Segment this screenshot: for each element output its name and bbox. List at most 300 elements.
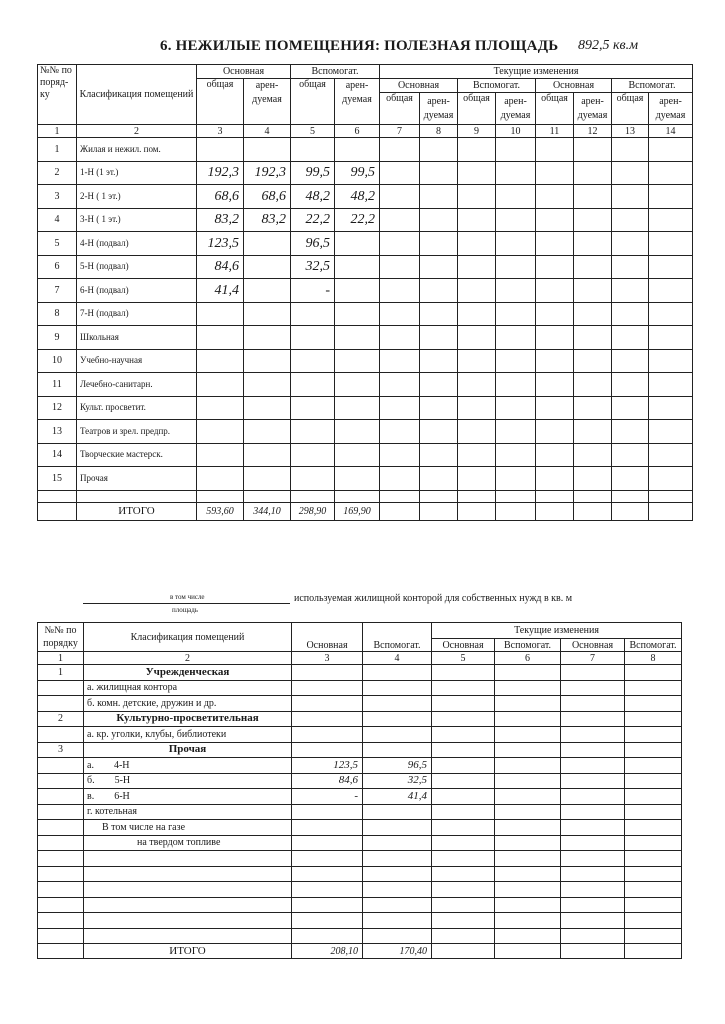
t2-row-aux	[363, 913, 432, 929]
table-row	[38, 232, 693, 256]
t2-row-number: 2	[38, 711, 84, 727]
empty-cell	[612, 302, 649, 326]
row-label: Творческие мастерск.	[77, 443, 197, 467]
header-rented: арен- дуемая	[244, 79, 291, 125]
empty-cell	[420, 138, 458, 162]
empty-cell	[536, 232, 574, 256]
empty-cell	[649, 161, 693, 185]
header-aux: Вспомогат.	[458, 79, 536, 93]
row-value-v6	[335, 443, 380, 467]
row-value-v5	[291, 326, 335, 350]
t2-empty-cell	[561, 882, 625, 898]
t2-row-number	[38, 804, 84, 820]
row-value-v6	[335, 373, 380, 397]
empty-cell	[496, 232, 536, 256]
row-value-v6: 99,5	[335, 161, 380, 185]
row-value-v4	[244, 138, 291, 162]
t2-row-aux: 96,5	[363, 758, 432, 774]
row-number: 1	[38, 138, 77, 162]
t2-empty-cell	[625, 866, 682, 882]
row-value-v6	[335, 326, 380, 350]
column-number: 5	[291, 125, 335, 138]
row-value-v3	[197, 396, 244, 420]
t2-empty-cell	[432, 820, 495, 836]
empty-cell	[649, 185, 693, 209]
header-main: Основная	[380, 79, 458, 93]
including-label: в том числе	[170, 593, 205, 601]
t2-column-number: 6	[495, 652, 561, 665]
column-number: 14	[649, 125, 693, 138]
row-value-v4: 192,3	[244, 161, 291, 185]
empty-cell	[458, 396, 496, 420]
table-row	[38, 279, 693, 303]
empty-cell	[649, 255, 693, 279]
row-value-v6	[335, 349, 380, 373]
empty-cell	[420, 443, 458, 467]
t2-row-number	[38, 882, 84, 898]
t2-row-main	[292, 727, 363, 743]
row-value-v5	[291, 420, 335, 444]
t2-total-aux: 170,40	[363, 944, 432, 959]
t2-empty-cell	[625, 773, 682, 789]
t2-row-aux	[363, 882, 432, 898]
empty-cell	[420, 326, 458, 350]
t2-header-aux: Вспомогат.	[495, 639, 561, 652]
t2-empty-cell	[561, 696, 625, 712]
empty-cell	[380, 349, 420, 373]
table-row	[38, 420, 693, 444]
empty-cell	[574, 443, 612, 467]
empty-cell	[612, 373, 649, 397]
column-number: 11	[536, 125, 574, 138]
row-number: 13	[38, 420, 77, 444]
row-number: 14	[38, 443, 77, 467]
row-value-v3	[197, 349, 244, 373]
empty-cell	[612, 161, 649, 185]
header-current-changes: Текущие изменения	[380, 65, 693, 79]
column-number: 6	[335, 125, 380, 138]
empty-cell	[380, 161, 420, 185]
header-total: общая	[458, 93, 496, 125]
t2-column-number-row	[38, 652, 682, 665]
row-value-v5: 99,5	[291, 161, 335, 185]
column-number: 12	[574, 125, 612, 138]
t2-column-number: 4	[363, 652, 432, 665]
empty-cell	[420, 279, 458, 303]
t2-row-aux: 32,5	[363, 773, 432, 789]
t2-table-row	[38, 928, 682, 944]
empty-cell	[612, 208, 649, 232]
header-rented: арен- дуемая	[496, 93, 536, 125]
row-value-v4	[244, 396, 291, 420]
t2-row-label	[84, 913, 292, 929]
t2-row-main	[292, 804, 363, 820]
t2-row-number	[38, 835, 84, 851]
empty-cell	[420, 373, 458, 397]
row-label: Жилая и нежил. пом.	[77, 138, 197, 162]
row-value-v4	[244, 255, 291, 279]
t2-empty-cell	[432, 835, 495, 851]
header-aux: Вспомогат.	[612, 79, 693, 93]
header-classification: Класификация помещений	[77, 65, 197, 125]
t2-table-row	[38, 696, 682, 712]
row-label: 7-Н (подвал)	[77, 302, 197, 326]
t2-row-number	[38, 820, 84, 836]
empty-cell	[420, 396, 458, 420]
row-value-v3	[197, 138, 244, 162]
t2-row-number	[38, 897, 84, 913]
total-aux-rented: 169,90	[335, 502, 380, 520]
t2-row-label: г. котельная	[84, 804, 292, 820]
empty-cell	[574, 138, 612, 162]
t2-empty-cell	[495, 897, 561, 913]
row-value-v4	[244, 232, 291, 256]
t2-empty-cell	[625, 913, 682, 929]
empty-cell	[612, 420, 649, 444]
header-total: общая	[291, 79, 335, 125]
t2-total-row	[38, 944, 682, 959]
empty-cell	[458, 161, 496, 185]
row-value-v4: 68,6	[244, 185, 291, 209]
useful-area-table	[37, 64, 693, 521]
empty-cell	[536, 326, 574, 350]
t2-empty-cell	[495, 820, 561, 836]
empty-cell	[612, 396, 649, 420]
header-rented: арен- дуемая	[574, 93, 612, 125]
t2-row-number	[38, 696, 84, 712]
t2-table-row	[38, 913, 682, 929]
row-value-v5	[291, 302, 335, 326]
t2-row-main	[292, 866, 363, 882]
empty-cell	[574, 326, 612, 350]
t2-empty-cell	[561, 680, 625, 696]
row-value-v6	[335, 255, 380, 279]
t2-empty-cell	[495, 882, 561, 898]
t2-row-main	[292, 882, 363, 898]
empty-cell	[649, 420, 693, 444]
empty-cell	[612, 443, 649, 467]
empty-cell	[612, 255, 649, 279]
t2-empty-cell	[432, 696, 495, 712]
t2-empty-cell	[561, 711, 625, 727]
header-total: общая	[536, 93, 574, 125]
row-value-v4	[244, 279, 291, 303]
row-value-v4	[244, 443, 291, 467]
t2-empty-cell	[561, 742, 625, 758]
row-number: 4	[38, 208, 77, 232]
t2-empty-cell	[561, 773, 625, 789]
t2-empty-cell	[495, 727, 561, 743]
column-number: 4	[244, 125, 291, 138]
t2-row-label: в. 6-Н	[84, 789, 292, 805]
t2-row-main	[292, 711, 363, 727]
empty-cell	[380, 467, 420, 491]
t2-empty-cell	[625, 665, 682, 681]
t2-row-number	[38, 758, 84, 774]
empty-cell	[574, 396, 612, 420]
row-label: 6-Н (подвал)	[77, 279, 197, 303]
column-number: 2	[77, 125, 197, 138]
empty-cell	[458, 443, 496, 467]
empty-cell	[612, 326, 649, 350]
t2-row-main	[292, 742, 363, 758]
t2-row-aux	[363, 897, 432, 913]
t2-row-number	[38, 773, 84, 789]
t2-row-aux	[363, 680, 432, 696]
t2-row-number	[38, 928, 84, 944]
empty-cell	[458, 349, 496, 373]
t2-row-aux	[363, 665, 432, 681]
row-value-v5: -	[291, 279, 335, 303]
t2-empty-cell	[495, 758, 561, 774]
empty-cell	[649, 208, 693, 232]
empty-cell	[649, 326, 693, 350]
empty-cell	[380, 232, 420, 256]
empty-cell	[496, 279, 536, 303]
row-value-v3	[197, 302, 244, 326]
t2-empty-cell	[495, 804, 561, 820]
t2-empty-cell	[495, 742, 561, 758]
t2-row-label	[84, 897, 292, 913]
row-number: 12	[38, 396, 77, 420]
t2-row-main	[292, 665, 363, 681]
row-value-v3: 84,6	[197, 255, 244, 279]
empty-cell	[536, 185, 574, 209]
t2-header-main: Основная	[561, 639, 625, 652]
empty-cell	[380, 302, 420, 326]
t2-row-main	[292, 913, 363, 929]
row-label: Лечебно-санитарн.	[77, 373, 197, 397]
row-value-v3	[197, 373, 244, 397]
row-value-v6	[335, 138, 380, 162]
t2-table-row	[38, 866, 682, 882]
empty-cell	[536, 467, 574, 491]
header-rented: арен- дуемая	[649, 93, 693, 125]
row-label: Прочая	[77, 467, 197, 491]
total-row	[38, 502, 693, 520]
table-row	[38, 255, 693, 279]
empty-cell	[536, 373, 574, 397]
t2-empty-cell	[432, 727, 495, 743]
row-value-v6	[335, 420, 380, 444]
empty-cell	[458, 255, 496, 279]
t2-row-main	[292, 696, 363, 712]
t2-empty-cell	[561, 835, 625, 851]
t2-empty-cell	[625, 727, 682, 743]
row-value-v3	[197, 420, 244, 444]
empty-cell	[649, 138, 693, 162]
row-number: 15	[38, 467, 77, 491]
column-number: 9	[458, 125, 496, 138]
t2-empty-cell	[495, 866, 561, 882]
t2-column-number: 7	[561, 652, 625, 665]
column-number: 13	[612, 125, 649, 138]
t2-row-aux	[363, 696, 432, 712]
t2-header-current: Текущие изменения	[432, 623, 682, 639]
row-number: 10	[38, 349, 77, 373]
column-number: 7	[380, 125, 420, 138]
header-rented: арен- дуемая	[335, 79, 380, 125]
t2-empty-cell	[561, 928, 625, 944]
row-value-v3: 68,6	[197, 185, 244, 209]
office-use-table	[37, 622, 682, 959]
row-value-v6	[335, 279, 380, 303]
spacer-row	[38, 490, 693, 502]
t2-empty-cell	[495, 773, 561, 789]
header-total: общая	[197, 79, 244, 125]
t2-table-body	[38, 665, 682, 944]
empty-cell	[496, 161, 536, 185]
empty-cell	[380, 185, 420, 209]
t2-empty-cell	[432, 851, 495, 867]
t2-row-label	[84, 928, 292, 944]
t2-empty-cell	[561, 820, 625, 836]
empty-cell	[380, 138, 420, 162]
row-value-v5: 32,5	[291, 255, 335, 279]
t2-empty-cell	[495, 680, 561, 696]
empty-cell	[458, 185, 496, 209]
row-value-v3: 192,3	[197, 161, 244, 185]
row-label: Театров и зрел. предпр.	[77, 420, 197, 444]
header-no: №№ по поряд-ку	[38, 65, 77, 125]
empty-cell	[536, 420, 574, 444]
empty-cell	[496, 443, 536, 467]
empty-cell	[420, 255, 458, 279]
t2-row-label: на твердом топливе	[84, 835, 292, 851]
empty-cell	[420, 420, 458, 444]
empty-cell	[574, 279, 612, 303]
t2-row-main: 123,5	[292, 758, 363, 774]
empty-cell	[612, 279, 649, 303]
t2-empty-cell	[495, 789, 561, 805]
t2-empty-cell	[625, 696, 682, 712]
t2-column-number: 8	[625, 652, 682, 665]
empty-cell	[458, 326, 496, 350]
table-row	[38, 208, 693, 232]
row-value-v3	[197, 443, 244, 467]
t2-table-row	[38, 835, 682, 851]
row-value-v5	[291, 467, 335, 491]
t2-row-aux: 41,4	[363, 789, 432, 805]
empty-cell	[380, 396, 420, 420]
header-total: общая	[612, 93, 649, 125]
t2-row-number	[38, 851, 84, 867]
t2-row-label	[84, 866, 292, 882]
t2-empty-cell	[625, 835, 682, 851]
t2-empty-cell	[625, 882, 682, 898]
empty-cell	[649, 373, 693, 397]
row-value-v5	[291, 396, 335, 420]
t2-table-row	[38, 742, 682, 758]
row-number: 7	[38, 279, 77, 303]
empty-cell	[574, 467, 612, 491]
row-value-v6: 22,2	[335, 208, 380, 232]
t2-empty-cell	[432, 882, 495, 898]
t2-header-aux: Вспомогат.	[625, 639, 682, 652]
empty-cell	[574, 302, 612, 326]
t2-row-label: Учрежденческая	[84, 665, 292, 681]
empty-cell	[380, 326, 420, 350]
t2-column-number: 2	[84, 652, 292, 665]
empty-cell	[496, 255, 536, 279]
row-value-v3	[197, 467, 244, 491]
empty-cell	[536, 396, 574, 420]
t2-table-row	[38, 882, 682, 898]
row-value-v5	[291, 373, 335, 397]
empty-cell	[496, 467, 536, 491]
row-label: Культ. просветит.	[77, 396, 197, 420]
empty-cell	[380, 373, 420, 397]
empty-cell	[612, 349, 649, 373]
t2-row-aux	[363, 711, 432, 727]
t2-empty-cell	[495, 696, 561, 712]
row-value-v5: 96,5	[291, 232, 335, 256]
empty-cell	[536, 349, 574, 373]
row-number: 9	[38, 326, 77, 350]
row-value-v4	[244, 326, 291, 350]
t2-row-main	[292, 928, 363, 944]
empty-cell	[380, 279, 420, 303]
table-row	[38, 396, 693, 420]
t2-empty-cell	[625, 680, 682, 696]
t2-empty-cell	[495, 835, 561, 851]
table-row	[38, 302, 693, 326]
t2-empty-cell	[432, 804, 495, 820]
t2-empty-cell	[432, 680, 495, 696]
t2-header-no: №№ по порядку	[38, 623, 84, 652]
empty-cell	[420, 302, 458, 326]
t2-row-number	[38, 789, 84, 805]
empty-cell	[380, 255, 420, 279]
row-value-v5: 48,2	[291, 185, 335, 209]
t2-row-number	[38, 727, 84, 743]
t2-row-main: 84,6	[292, 773, 363, 789]
empty-cell	[458, 279, 496, 303]
empty-cell	[420, 232, 458, 256]
t2-total-label: ИТОГО	[84, 944, 292, 959]
empty-cell	[496, 373, 536, 397]
t2-header-aux: Вспомогат.	[363, 623, 432, 652]
t2-empty-cell	[625, 820, 682, 836]
t2-total-main: 208,10	[292, 944, 363, 959]
t2-empty-cell	[625, 928, 682, 944]
empty-cell	[458, 138, 496, 162]
t2-empty-cell	[432, 928, 495, 944]
empty-cell	[496, 208, 536, 232]
table-row	[38, 161, 693, 185]
t2-row-aux	[363, 804, 432, 820]
empty-cell	[612, 232, 649, 256]
empty-cell	[420, 349, 458, 373]
empty-cell	[649, 279, 693, 303]
empty-cell	[496, 396, 536, 420]
empty-cell	[574, 161, 612, 185]
row-value-v3: 123,5	[197, 232, 244, 256]
row-label: 1-Н (1 эт.)	[77, 161, 197, 185]
empty-cell	[458, 420, 496, 444]
t2-empty-cell	[495, 665, 561, 681]
t2-row-number	[38, 913, 84, 929]
t2-column-number: 1	[38, 652, 84, 665]
t2-row-main	[292, 897, 363, 913]
t2-row-label: б. комн. детские, дружин и др.	[84, 696, 292, 712]
page-title-block	[0, 38, 725, 60]
row-value-v4: 83,2	[244, 208, 291, 232]
t2-table-row	[38, 851, 682, 867]
row-label: 4-Н (подвал)	[77, 232, 197, 256]
row-value-v6	[335, 396, 380, 420]
empty-cell	[536, 208, 574, 232]
